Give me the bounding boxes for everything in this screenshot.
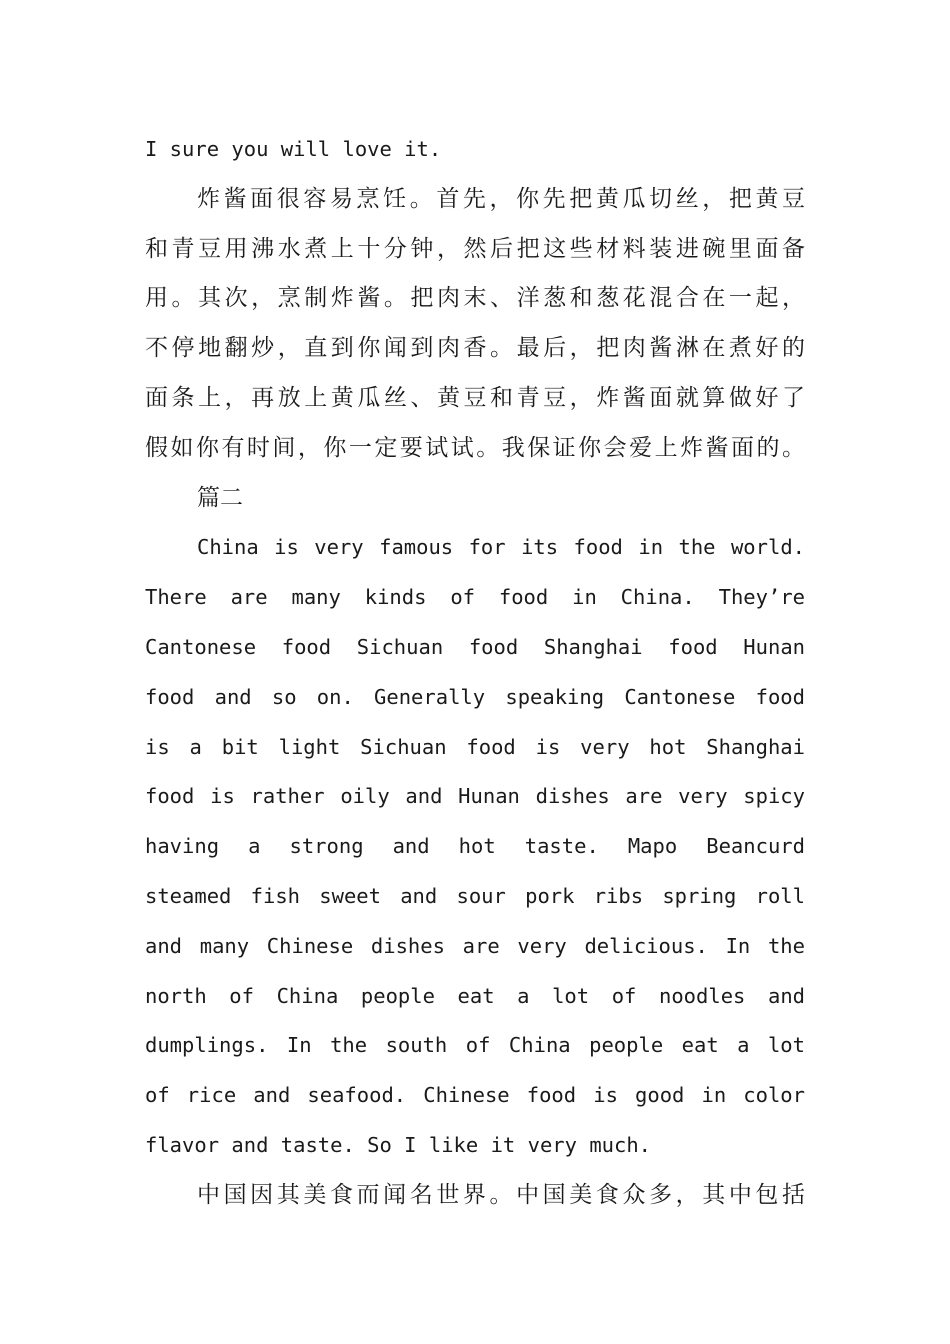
text-line-3: 和青豆用沸水煮上十分钟，然后把这些材料装进碗里面备 bbox=[145, 235, 805, 262]
text-line-7: 假如你有时间，你一定要试试。我保证你会爱上炸酱面的。 bbox=[145, 434, 805, 461]
text-line-12: food and so on. Generally speaking Cantonese food bbox=[145, 684, 805, 709]
text-line-21: flavor and taste. So I like it very much. bbox=[145, 1132, 652, 1157]
text-line-2: 炸酱面很容易烹饪。首先，你先把黄瓜切丝，把黄豆 bbox=[197, 185, 805, 212]
text-line-4: 用。其次，烹制炸酱。把肉末、洋葱和葱花混合在一起， bbox=[145, 285, 805, 312]
document-page bbox=[145, 125, 805, 1221]
text-line-16: steamed fish sweet and sour pork ribs spring roll bbox=[145, 883, 805, 908]
text-line-9: China is very famous for its food in the world. bbox=[197, 535, 805, 560]
text-line-1: I sure you will love it. bbox=[145, 137, 442, 161]
text-line-14: food is rather oily and Hunan dishes are very spicy bbox=[145, 784, 805, 809]
text-line-17: and many Chinese dishes are very delicious. In the bbox=[145, 933, 805, 958]
text-line-20: of rice and seafood. Chinese food is good in color bbox=[145, 1083, 805, 1108]
text-line-22: 中国因其美食而闻名世界。中国美食众多，其中包括 bbox=[197, 1181, 805, 1208]
text-line-19: dumplings. In the south of China people eat a lot bbox=[145, 1033, 805, 1058]
text-line-13: is a bit light Sichuan food is very hot Shanghai bbox=[145, 734, 805, 759]
text-line-10: There are many kinds of food in China. They’re bbox=[145, 585, 805, 610]
text-line-11: Cantonese food Sichuan food Shanghai food Hunan bbox=[145, 634, 805, 659]
text-line-18: north of China people eat a lot of noodles and bbox=[145, 983, 805, 1008]
text-line-5: 不停地翻炒，直到你闻到肉香。最后，把肉酱淋在煮好的 bbox=[145, 335, 805, 362]
text-line-6: 面条上，再放上黄瓜丝、黄豆和青豆，炸酱面就算做好了 bbox=[145, 384, 805, 411]
text-line-15: having a strong and hot taste. Mapo Beancurd bbox=[145, 834, 805, 859]
section-heading: 篇二 bbox=[197, 484, 243, 511]
